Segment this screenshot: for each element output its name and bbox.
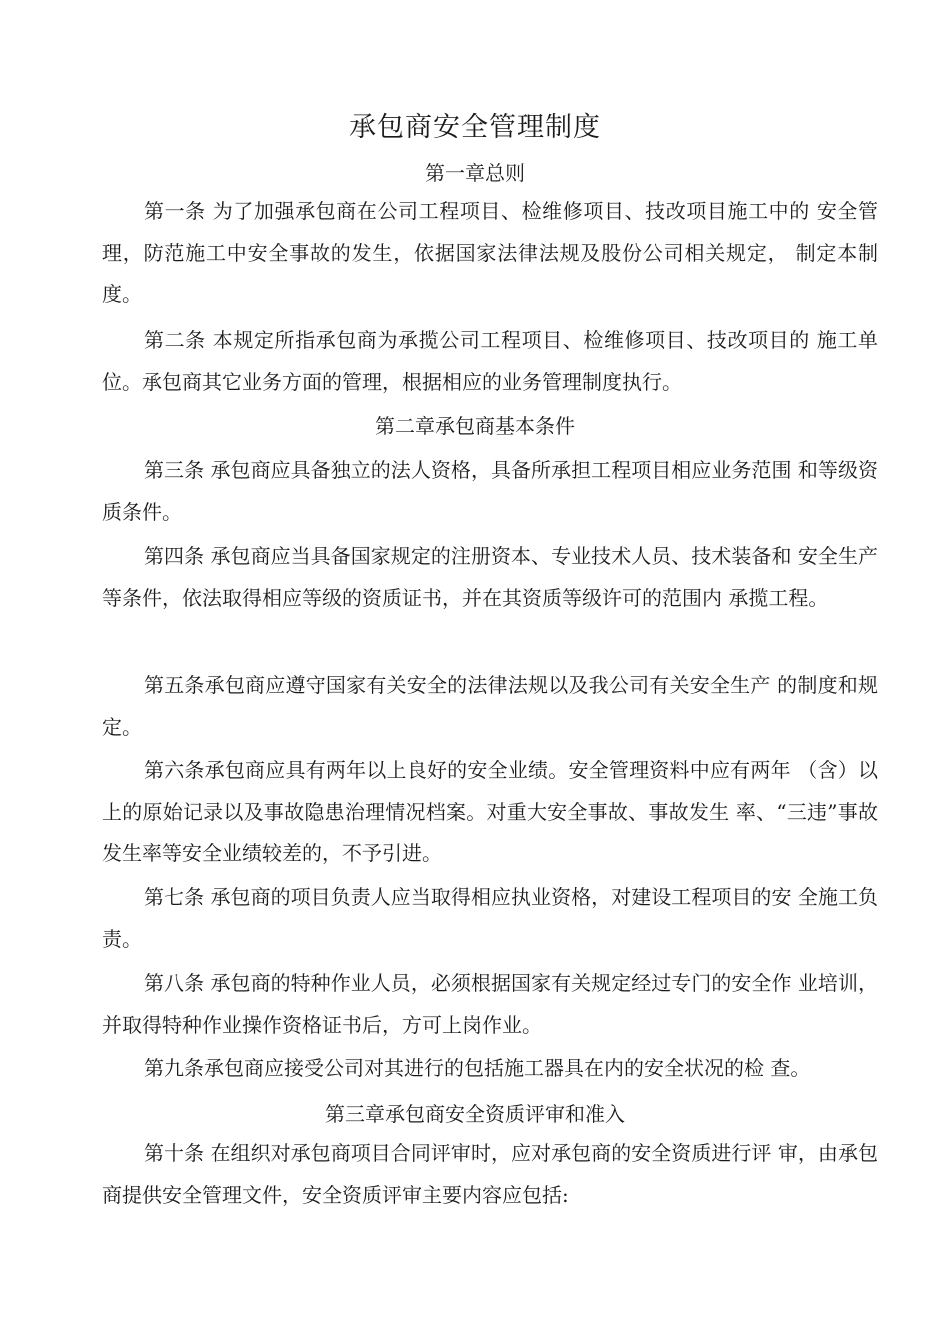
chapter-heading-1: 第一章总则: [425, 161, 525, 185]
article-1: 第一条 为了加强承包商在公司工程项目、检维修项目、技改项目施工中的 安全管理，防范施工中安全事故的发生，依据国家法律法规及股份公司相关规定， 制定本制度。: [102, 199, 878, 306]
article-8: 第八条 承包商的特种作业人员，必须根据国家有关规定经过专门的安全作 业培训，并取得特种作业操作资格证书后，方可上岗作业。: [102, 971, 878, 1037]
article-9: 第九条承包商应接受公司对其进行的包括施工器具在内的安全状况的检 查。: [144, 1056, 811, 1080]
article-2: 第二条 本规定所指承包商为承揽公司工程项目、检维修项目、技改项目的 施工单位。承包商其它业务方面的管理，根据相应的业务管理制度执行。: [102, 328, 878, 394]
document-title: 承包商安全管理制度: [349, 112, 601, 143]
article-6: 第六条承包商应具有两年以上良好的安全业绩。安全管理资料中应有两年 （含）以上的原始记录以及事故隐患治理情况档案。对重大安全事故、事故发生 率、“三违”事故发生率等安全业绩较差的，不予引进。: [102, 758, 878, 865]
article-7: 第七条 承包商的项目负责人应当取得相应执业资格，对建设工程项目的安 全施工负责。: [102, 885, 878, 951]
chapter-heading-2: 第二章承包商基本条件: [375, 414, 575, 438]
chapter-heading-3: 第三章承包商安全资质评审和准入: [325, 1102, 625, 1126]
article-5: 第五条承包商应遵守国家有关安全的法律法规以及我公司有关安全生产 的制度和规定。: [102, 673, 878, 739]
article-4: 第四条 承包商应当具备国家规定的注册资本、专业技术人员、技术装备和 安全生产等条件，依法取得相应等级的资质证书，并在其资质等级许可的范围内 承揽工程。: [102, 544, 878, 610]
article-3: 第三条 承包商应具备独立的法人资格，具备所承担工程项目相应业务范围 和等级资质条件。: [102, 458, 878, 524]
article-10: 第十条 在组织对承包商项目合同评审时，应对承包商的安全资质进行评 审，由承包商提供安全管理文件，安全资质评审主要内容应包括:: [102, 1141, 878, 1207]
